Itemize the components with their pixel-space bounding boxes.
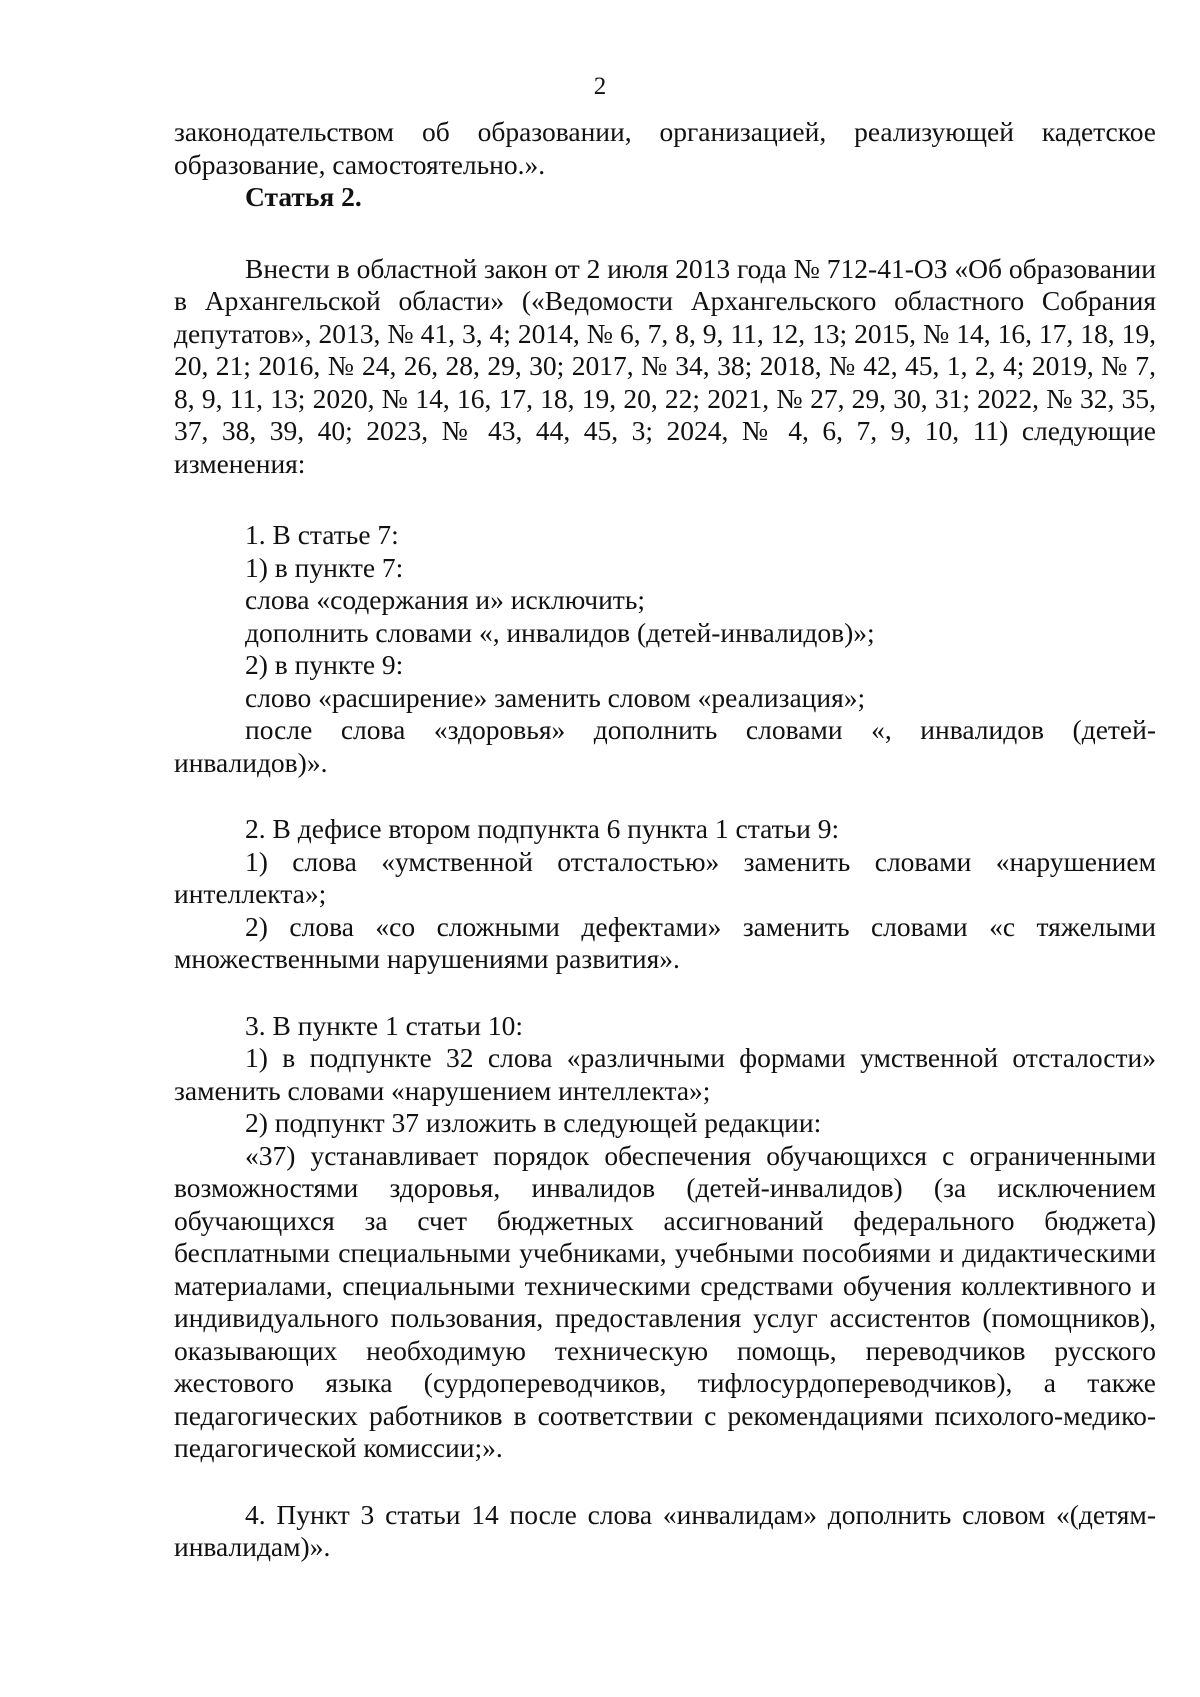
item-1-sub-2: 2) в пункте 9: bbox=[245, 649, 404, 680]
paragraph-continuation: законодательством об образовании, организацией, реализующей кадетское образование, самостоятельно.». bbox=[174, 116, 1156, 180]
page-number: 2 bbox=[593, 73, 607, 100]
item-3-sub-2: 2) подпункт 37 изложить в следующей редакции: bbox=[245, 1107, 822, 1138]
paragraph-intro: Внести в областной закон от 2 июля 2013 года № 712-41-ОЗ «Об образовании в Архангельской области» («Ведомости Архангельского областного Собрания депутатов», 2013, № 41, 3, 4; 2014, № 6, 7, 8, 9, 11, 12, 13; 2015, № 14, 16, 17, 18, 19, 20, 21; 2016, № 24, 26, 28, 29, 30; 2017, № 34, 38; 2018, № 42, 45, 1, 2, 4; 2019, № 7, 8, 9, 11, 13; 2020, № 14, 16, 17, 18, 19, 20, 22; 2021, № 27, 29, 30, 31; 2022, № 32, 35, 37, 38, 39, 40; 2023, № 43, 44, 45, 3; 2024, № 4, 6, 7, 9, 10, 11) следующие изменения: bbox=[174, 252, 1156, 479]
item-1-sub-2b: после слова «здоровья» дополнить словами «, инвалидов (детей-инвалидов)». bbox=[174, 714, 1156, 778]
document-body bbox=[174, 116, 1156, 1564]
item-1-sub-1b: дополнить словами «, инвалидов (детей-инвалидов)»; bbox=[245, 616, 875, 648]
item-3-sub-1: 1) в подпункте 32 слова «различными формами умственной отсталости» заменить словами «нарушением интеллекта»; bbox=[174, 1042, 1156, 1106]
item-4: 4. Пункт 3 статьи 14 после слова «инвалидам» дополнить словом «(детям-инвалидам)». bbox=[174, 1498, 1156, 1562]
item-1-sub-1: 1) в пункте 7: bbox=[245, 551, 404, 583]
item-1-title: 1. В статье 7: bbox=[245, 519, 399, 550]
item-3-title: 3. В пункте 1 статьи 10: bbox=[245, 1009, 523, 1041]
article-heading: Статья 2. bbox=[245, 181, 362, 212]
item-2-title: 2. В дефисе втором подпункта 6 пункта 1 статьи 9: bbox=[245, 813, 840, 844]
item-3-quote: «37) устанавливает порядок обеспечения обучающихся с ограниченными возможностями здоровья, инвалидов (детей-инвалидов) (за исключением обучающихся за счет бюджетных ассигнований федерального бюджета) бесплатными специальными учебниками, учебными пособиями и дидактическими материалами, специальными техническими средствами обучения коллективного и индивидуального пользования, предоставления услуг ассистентов (помощников), оказывающих необходимую техническую помощь, переводчиков русского жестового языка (сурдопереводчиков, тифлосурдопереводчиков), а также педагогических работников в соответствии с рекомендациями психолого-медико-педагогической комиссии;». bbox=[174, 1139, 1156, 1463]
item-1-sub-1a: слова «содержания и» исключить; bbox=[245, 584, 645, 615]
item-2-sub-2: 2) слова «со сложными дефектами» заменить словами «с тяжелыми множественными нарушениями развития». bbox=[174, 910, 1156, 974]
item-2-sub-1: 1) слова «умственной отсталостью» заменить словами «нарушением интеллекта»; bbox=[174, 845, 1156, 909]
item-1-sub-2a: слово «расширение» заменить словом «реализация»; bbox=[245, 681, 866, 713]
